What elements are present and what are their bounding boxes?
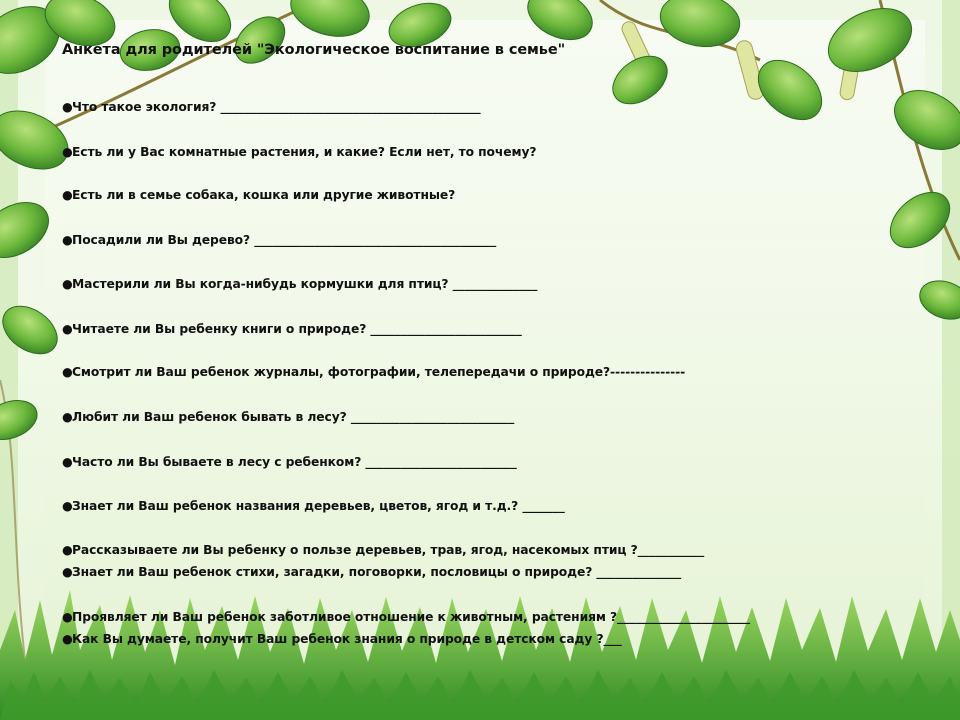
bullet-icon: ●: [62, 565, 73, 579]
content-panel: [45, 20, 925, 680]
question-9: [62, 453, 517, 471]
question-12: [62, 563, 681, 581]
page-title: Анкета для родителей "Экологическое воспитание в семье": [62, 42, 566, 58]
question-3: [62, 186, 455, 204]
question-6: [62, 320, 522, 338]
question-text: Проявляет ли Ваш ребенок заботливое отношение к животным, растениям ?______________________: [72, 610, 751, 624]
question-text: Есть ли в семье собака, кошка или другие животные?: [72, 188, 456, 202]
question-text: Знает ли Ваш ребенок стихи, загадки, поговорки, пословицы о природе? ______________: [72, 565, 682, 579]
bullet-icon: ●: [62, 455, 73, 469]
question-text: Посадили ли Вы дерево? ________________________________________: [72, 233, 497, 247]
bullet-icon: ●: [62, 188, 73, 202]
question-7: [62, 363, 685, 381]
question-text: Читаете ли Вы ребенку книги о природе? _________________________: [72, 322, 522, 336]
bullet-icon: ●: [62, 499, 73, 513]
bullet-icon: ●: [62, 365, 73, 379]
question-text: Смотрит ли Ваш ребенок журналы, фотографии, телепередачи о природе?---------------: [72, 365, 686, 379]
bullet-icon: ●: [62, 277, 73, 291]
bullet-icon: ●: [62, 100, 73, 114]
bullet-icon: ●: [62, 543, 73, 557]
questionnaire: [62, 40, 942, 646]
question-text: Рассказываете ли Вы ребенку о пользе деревьев, трав, ягод, насекомых птиц ?___________: [72, 543, 705, 557]
question-text: Знает ли Ваш ребенок названия деревьев, цветов, ягод и т.д.? _______: [72, 499, 565, 513]
question-text: Как Вы думаете, получит Ваш ребенок знания о природе в детском саду ?___: [72, 632, 622, 646]
question-14: [62, 630, 622, 648]
question-5: [62, 275, 537, 293]
question-1: [62, 98, 481, 116]
question-4: [62, 231, 496, 249]
question-text: Есть ли у Вас комнатные растения, и какие? Если нет, то почему?: [72, 145, 537, 159]
bullet-icon: ●: [62, 233, 73, 247]
question-text: Любит ли Ваш ребенок бывать в лесу? ___________________________: [72, 410, 515, 424]
question-10: [62, 497, 565, 515]
question-text: Что такое экология? ___________________________________________: [72, 100, 481, 114]
question-8: [62, 408, 514, 426]
bullet-icon: ●: [62, 145, 73, 159]
question-11: [62, 541, 704, 559]
bullet-icon: ●: [62, 632, 73, 646]
question-13: [62, 608, 750, 626]
question-text: Мастерили ли Вы когда-нибудь кормушки для птиц? ______________: [72, 277, 538, 291]
bullet-icon: ●: [62, 322, 73, 336]
question-text: Часто ли Вы бываете в лесу с ребенком? _________________________: [72, 455, 517, 469]
bullet-icon: ●: [62, 410, 73, 424]
bullet-icon: ●: [62, 610, 73, 624]
question-2: [62, 143, 536, 161]
